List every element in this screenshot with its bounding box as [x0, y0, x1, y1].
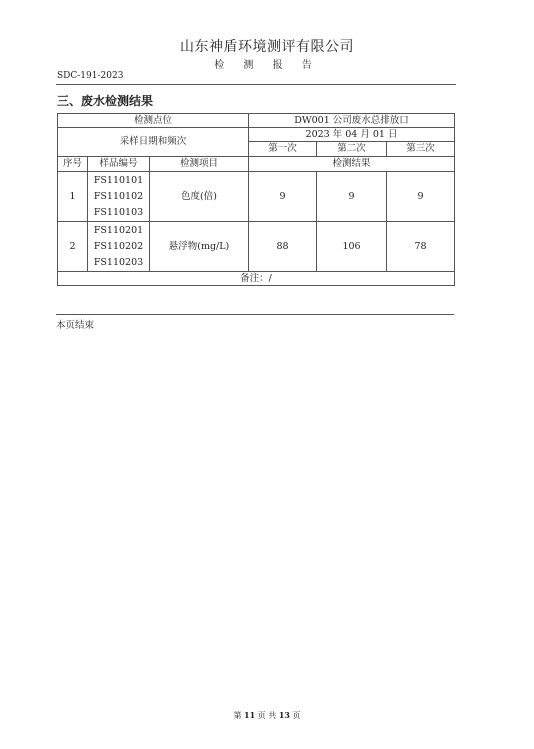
remark-row: [58, 272, 455, 286]
row-seq: 2: [58, 222, 88, 272]
document-number: SDC-191-2023: [57, 71, 124, 81]
row-item: 色度(倍): [150, 172, 249, 222]
footer-mid: 页 共: [257, 711, 277, 720]
row-value-2: 106: [317, 222, 387, 272]
header-sample-id: 样品编号: [88, 157, 150, 172]
report-subtitle: 检 测 报 告: [214, 60, 320, 71]
row-value-3: 9: [387, 172, 455, 222]
company-name: 山东神盾环境测评有限公司: [180, 39, 354, 55]
row-value-1: 9: [249, 172, 317, 222]
footer-suffix: 页: [292, 711, 301, 720]
page-footer: [0, 710, 534, 721]
page-end-note: 本页结束: [56, 320, 95, 331]
end-rule: [56, 314, 454, 315]
sample-id: FS110102: [93, 190, 144, 202]
row-samples: [88, 172, 150, 222]
total-page-number: 13: [278, 710, 290, 720]
row-value-3: 78: [387, 222, 455, 272]
row-value-2: 9: [317, 172, 387, 222]
sample-id: FS110201: [93, 224, 144, 236]
date-freq-label: 采样日期和频次: [58, 128, 249, 157]
freq-1: 第一次: [249, 142, 317, 157]
date-row: [58, 128, 455, 142]
row-samples: [88, 222, 150, 272]
point-row: [58, 114, 455, 128]
point-label: 检测点位: [58, 114, 249, 128]
sample-id: FS110202: [93, 240, 144, 252]
freq-2: 第二次: [317, 142, 387, 157]
row-value-1: 88: [249, 222, 317, 272]
sample-id: FS110203: [93, 256, 144, 268]
header-item: 检测项目: [150, 157, 249, 172]
table-row: [58, 222, 455, 272]
row-seq: 1: [58, 172, 88, 222]
sample-id: FS110101: [93, 174, 144, 186]
point-value: DW001 公司废水总排放口: [249, 114, 455, 128]
remark: 备注：/: [58, 272, 455, 286]
sampling-date: 2023 年 04 月 01 日: [249, 128, 455, 142]
row-item: 悬浮物(mg/L): [150, 222, 249, 272]
column-header-row: [58, 157, 455, 172]
header-rule: [56, 84, 456, 85]
header-seq: 序号: [58, 157, 88, 172]
current-page-number: 11: [244, 710, 256, 720]
section-title: 三、废水检测结果: [57, 94, 154, 108]
footer-prefix: 第: [233, 711, 242, 720]
header-result: 检测结果: [249, 157, 455, 172]
results-table: [57, 113, 455, 286]
sample-id: FS110103: [93, 206, 144, 218]
freq-3: 第三次: [387, 142, 455, 157]
table-row: [58, 172, 455, 222]
